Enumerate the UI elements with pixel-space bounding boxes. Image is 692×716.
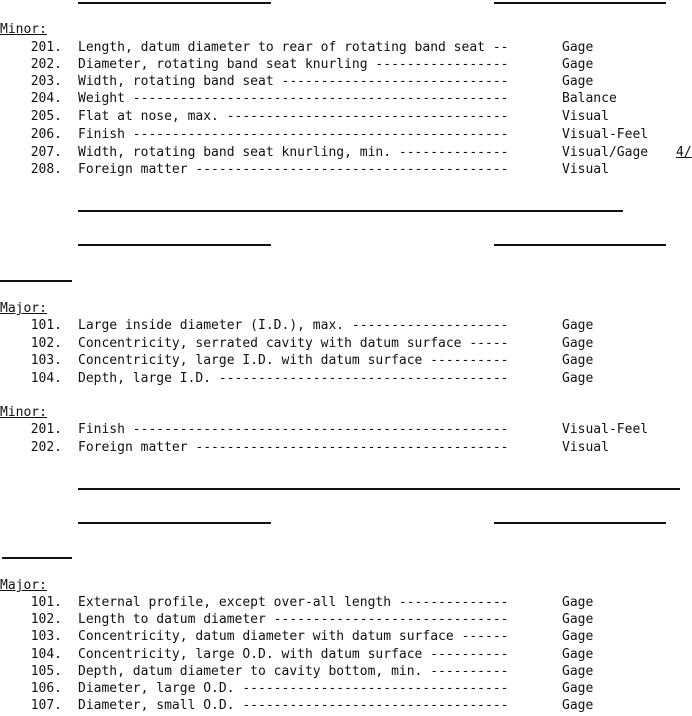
list-item: 103. Concentricity, datum diameter with datum surface ------ Gage	[30, 629, 594, 644]
header-rule-left	[78, 522, 271, 524]
section-divider	[78, 210, 623, 212]
footnote-reference: 4/	[676, 145, 692, 160]
minor-heading: Minor:	[0, 22, 47, 37]
list-item: 104. Concentricity, large O.D. with datum surface ---------- Gage	[30, 647, 594, 662]
list-item: 201. Finish ------------------------------------------------ Visual-Feel	[30, 422, 649, 437]
list-item: 206. Finish ------------------------------------------------ Visual-Feel	[30, 127, 649, 142]
list-item: 202. Diameter, rotating band seat knurling ----------------- Gage	[30, 57, 594, 72]
list-item: 104. Depth, large I.D. ------------------------------------- Gage	[30, 371, 594, 386]
list-item: 208. Foreign matter ---------------------------------------- Visual	[30, 162, 609, 177]
section-divider	[78, 488, 680, 490]
minor-heading: Minor:	[0, 405, 47, 420]
list-item: 106. Diameter, large O.D. ---------------------------------- Gage	[30, 681, 594, 696]
section-marker-rule	[2, 557, 72, 559]
list-item: 204. Weight ------------------------------------------------ Balance	[30, 91, 617, 106]
list-item: 201. Length, datum diameter to rear of rotating band seat -- Gage	[30, 40, 594, 55]
major-heading: Major:	[0, 301, 47, 316]
list-item: 205. Flat at nose, max. ------------------------------------ Visual	[30, 109, 609, 124]
header-rule-left	[78, 244, 271, 246]
header-rule-right	[494, 244, 666, 246]
list-item: 207. Width, rotating band seat knurling, min. -------------- Visual/Gage 4/	[30, 145, 692, 160]
list-item: 101. Large inside diameter (I.D.), max. -------------------- Gage	[30, 318, 594, 333]
list-item: 105. Depth, datum diameter to cavity bottom, min. ---------- Gage	[30, 664, 594, 679]
list-item: 101. External profile, except over-all length -------------- Gage	[30, 595, 594, 610]
section-marker-rule	[0, 280, 72, 282]
list-item: 203. Width, rotating band seat ----------------------------- Gage	[30, 74, 594, 89]
top-rule-right	[494, 2, 666, 4]
list-item: 102. Concentricity, serrated cavity with datum surface ----- Gage	[30, 336, 594, 351]
list-item: 107. Diameter, small O.D. ---------------------------------- Gage	[30, 698, 594, 713]
list-item: 102. Length to datum diameter ------------------------------ Gage	[30, 612, 594, 627]
top-rule-left	[78, 2, 271, 4]
list-item: 202. Foreign matter ---------------------------------------- Visual	[30, 440, 609, 455]
header-rule-right	[494, 522, 666, 524]
major-heading: Major:	[0, 578, 47, 593]
list-item: 103. Concentricity, large I.D. with datum surface ---------- Gage	[30, 353, 594, 368]
